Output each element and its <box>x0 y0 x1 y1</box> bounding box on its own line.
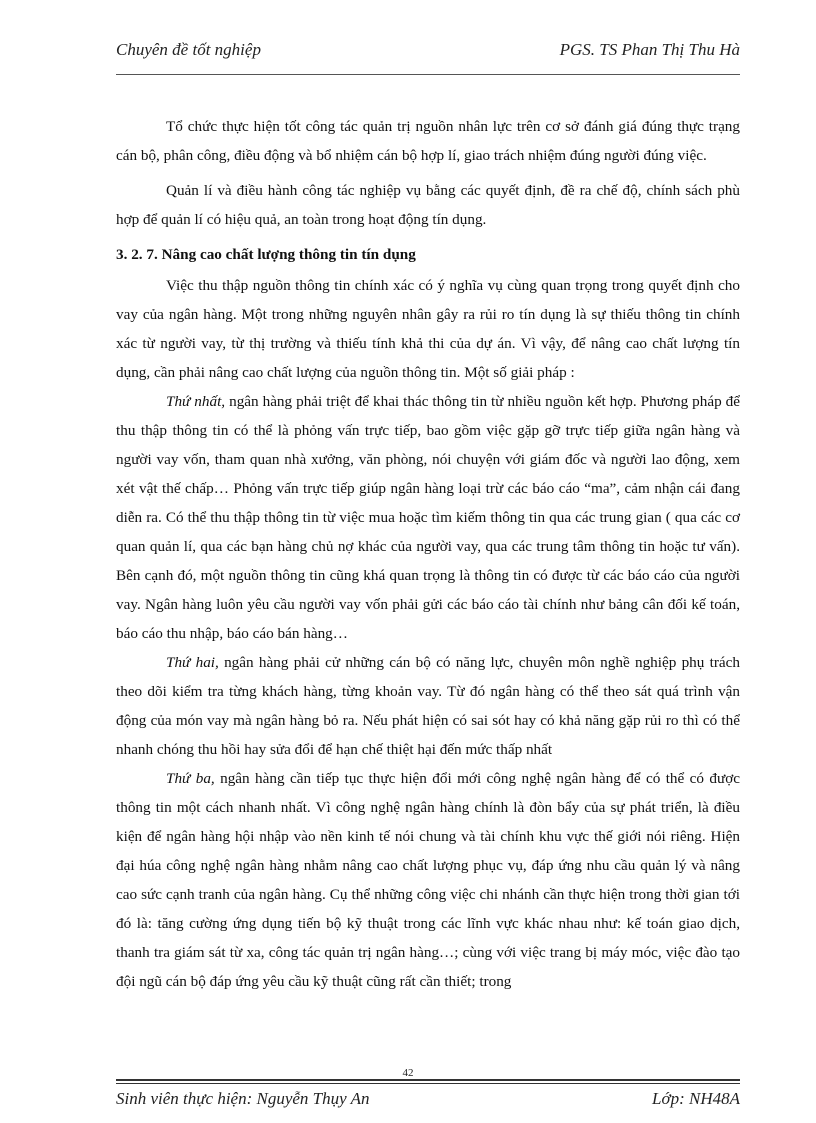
header-supervisor: PGS. TS Phan Thị Thu Hà <box>559 40 740 59</box>
footer-divider <box>116 1079 740 1081</box>
footer-class: Lớp: NH48A <box>652 1089 740 1108</box>
footer-student: Sinh viên thực hiện: Nguyễn Thụy An <box>116 1089 370 1108</box>
paragraph-3: Việc thu thập nguồn thông tin chính xác có ý nghĩa vụ cùng quan trọng trong quyết định cho vay của ngân hàng. Một trong những nguyên nhân gây ra rủi ro tín dụng là sự thiếu thông tin chính xác từ người vay, từ thị trường và thiếu tính khả thi của dự án. Vì vậy, để nâng cao chất lượng tín dụng, cần phải nâng cao chất lượng của nguồn thông tin. Một số giải pháp : <box>116 277 740 381</box>
paragraph-4-lead: Thứ nhất, <box>166 393 226 410</box>
paragraph-5-text: ngân hàng phải cử những cán bộ có năng lực, chuyên môn nghề nghiệp phụ trách theo dõi kiểm tra từng khách hàng, từng khoản vay. Từ đó ngân hàng có thể theo sát quá trình vận động của món vay mà ngân hàng bỏ ra. Nếu phát hiện có sai sót hay có khả năng gặp rủi ro thì có thể nhanh chóng thu hồi hay sửa đổi để hạn chế thiệt hại đến mức thấp nhất <box>116 654 740 758</box>
page-body <box>116 112 740 996</box>
paragraph-6-lead: Thứ ba, <box>166 770 215 787</box>
section-heading: 3. 2. 7. Nâng cao chất lượng thông tin tín dụng <box>116 246 416 263</box>
page-header <box>116 38 740 72</box>
paragraph-5 <box>116 648 740 764</box>
paragraph-4 <box>116 387 740 648</box>
footer-divider-thin <box>116 1083 740 1084</box>
paragraph-6 <box>116 764 740 996</box>
paragraph-6-text: ngân hàng cần tiếp tục thực hiện đổi mới công nghệ ngân hàng để có thể có được thông tin một cách nhanh nhất. Vì công nghệ ngân hàng chính là đòn bẩy của sự phát triển, là điều kiện để ngân hàng hội nhập vào nền kinh tế nói chung và tài chính khu vực thế giới nói riêng. Hiện đại húa công nghệ ngân hàng nhằm nâng cao chất lượng phục vụ, đáp ứng nhu cầu quản lý và nâng cao sức cạnh tranh của ngân hàng. Cụ thể những công việc chi nhánh cần thực hiện trong thời gian tới đó là: tăng cường ứng dụng tiến bộ kỹ thuật trong các lĩnh vực khác nhau như: kế toán giao dịch, thanh tra giám sát từ xa, công tác quản trị ngân hàng…; cùng với việc trang bị máy móc, việc đào tạo đội ngũ cán bộ đáp ứng yêu cầu kỹ thuật cũng rất cần thiết; trong <box>116 770 740 990</box>
paragraph-5-lead: Thứ hai, <box>166 654 219 671</box>
header-divider <box>116 74 740 75</box>
page-number: 42 <box>402 1067 414 1079</box>
paragraph-1: Tổ chức thực hiện tốt công tác quản trị nguồn nhân lực trên cơ sở đánh giá đúng thực trạng cán bộ, phân công, điều động và bổ nhiệm cán bộ hợp lí, giao trách nhiệm đúng người đúng việc. <box>116 118 740 164</box>
header-document-type: Chuyên đề tốt nghiệp <box>116 40 261 59</box>
paragraph-2: Quản lí và điều hành công tác nghiệp vụ bằng các quyết định, đề ra chế độ, chính sách phù hợp để quản lí có hiệu quả, an toàn trong hoạt động tín dụng. <box>116 182 740 228</box>
paragraph-4-text: ngân hàng phải triệt để khai thác thông tin từ nhiều nguồn kết hợp. Phương pháp để thu thập thông tin có thể là phỏng vấn trực tiếp, bao gồm việc gặp gỡ trực tiếp giữa ngân hàng và người vay vốn, tham quan nhà xưởng, văn phòng, nói chuyện với giám đốc và người lao động, xem xét vật thế chấp… Phỏng vấn trực tiếp giúp ngân hàng loại trừ các báo cáo “ma”, cảm nhận cái đang diễn ra. Có thể thu thập thông tin từ việc mua hoặc tìm kiếm thông tin qua các trung gian ( qua các cơ quan quản lí, qua các bạn hàng chủ nợ khác của người vay, qua các trung tâm thông tin hoặc tư vấn). Bên cạnh đó, một nguồn thông tin cũng khá quan trọng là thông tin có được từ các báo cáo của người vay. Ngân hàng luôn yêu cầu người vay vốn phải gửi các báo cáo tài chính như bảng cân đối kế toán, báo cáo thu nhập, báo cáo bán hàng… <box>116 393 740 642</box>
